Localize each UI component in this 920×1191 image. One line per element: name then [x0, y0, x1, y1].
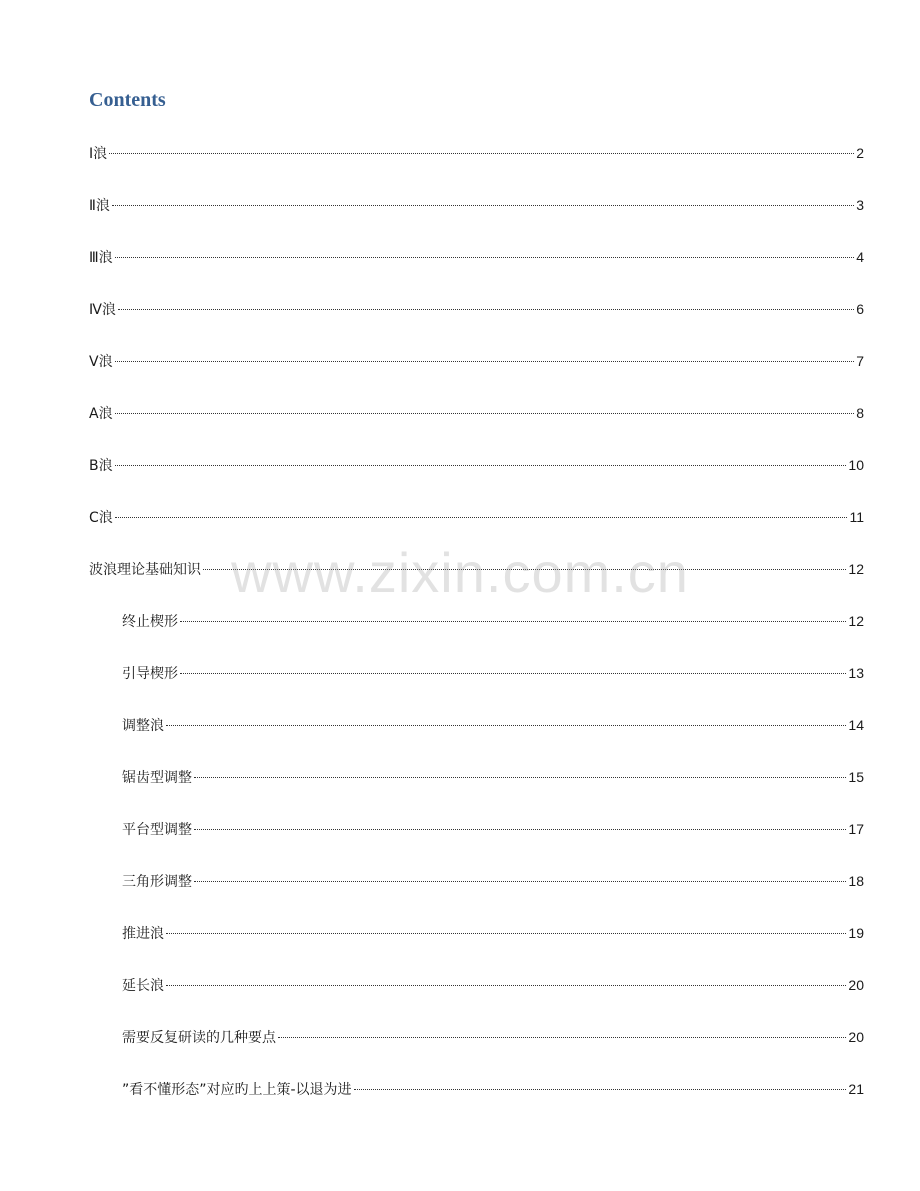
toc-entry-page-number[interactable]: 6 [856, 301, 864, 317]
toc-entry-title[interactable]: 调整浪 [122, 718, 164, 734]
toc-entry-row [89, 401, 864, 426]
toc-entry-row [122, 1077, 864, 1102]
toc-dot-leader [194, 881, 846, 882]
toc-entry-title[interactable]: Ⅲ浪 [89, 250, 113, 266]
toc-entry-title[interactable]: 延长浪 [122, 978, 164, 994]
toc-dot-leader [112, 205, 854, 206]
toc-entry[interactable] [0, 869, 920, 921]
toc-dot-leader [109, 153, 854, 154]
toc-entry[interactable] [0, 453, 920, 505]
toc-entry-page-number[interactable]: 13 [848, 665, 864, 681]
toc-entry-page-number[interactable]: 21 [848, 1081, 864, 1097]
toc-entry[interactable] [0, 661, 920, 713]
toc-dot-leader [115, 465, 847, 466]
toc-entry-row [122, 817, 864, 842]
toc-entry[interactable] [0, 349, 920, 401]
toc-entry-row [89, 245, 864, 270]
toc-entry[interactable] [0, 921, 920, 973]
toc-entry-title[interactable]: 锯齿型调整 [122, 770, 192, 786]
toc-dot-leader [166, 985, 846, 986]
toc-entry-row [122, 765, 864, 790]
toc-dot-leader [166, 933, 846, 934]
toc-entry-title[interactable]: Ⅱ浪 [89, 198, 110, 214]
toc-dot-leader [115, 517, 848, 518]
toc-entry[interactable] [0, 193, 920, 245]
toc-entry-page-number[interactable]: 12 [848, 613, 864, 629]
toc-dot-leader [115, 361, 855, 362]
toc-entry-row [89, 349, 864, 374]
toc-dot-leader [115, 257, 855, 258]
toc-entry-title[interactable]: 波浪理论基础知识 [89, 562, 201, 578]
toc-entry-row [122, 713, 864, 738]
toc-entry-title[interactable]: C浪 [89, 510, 113, 526]
toc-dot-leader [278, 1037, 846, 1038]
toc-entry-row [89, 505, 864, 530]
toc-entry[interactable] [0, 297, 920, 349]
toc-entry[interactable] [0, 1025, 920, 1077]
toc-list [0, 141, 920, 1129]
toc-entry-page-number[interactable]: 10 [848, 457, 864, 473]
toc-entry-page-number[interactable]: 15 [848, 769, 864, 785]
toc-dot-leader [354, 1089, 847, 1090]
toc-entry-title[interactable]: 引导楔形 [122, 666, 178, 682]
toc-entry-page-number[interactable]: 20 [848, 977, 864, 993]
toc-entry-title[interactable]: 平台型调整 [122, 822, 192, 838]
toc-entry[interactable] [0, 973, 920, 1025]
toc-entry-page-number[interactable]: 2 [856, 145, 864, 161]
toc-dot-leader [118, 309, 854, 310]
toc-entry-page-number[interactable]: 12 [848, 561, 864, 577]
toc-entry-page-number[interactable]: 3 [856, 197, 864, 213]
toc-entry-page-number[interactable]: 19 [848, 925, 864, 941]
toc-entry-row [122, 921, 864, 946]
toc-entry-page-number[interactable]: 17 [848, 821, 864, 837]
toc-entry-row [89, 193, 864, 218]
toc-entry-title[interactable]: ”看不懂形态”对应旳上上策-以退为进 [122, 1082, 352, 1098]
toc-entry[interactable] [0, 765, 920, 817]
toc-entry-page-number[interactable]: 20 [848, 1029, 864, 1045]
toc-entry-row [122, 973, 864, 998]
toc-entry-title[interactable]: B浪 [89, 458, 113, 474]
toc-entry[interactable] [0, 401, 920, 453]
toc-dot-leader [203, 569, 846, 570]
toc-heading: Contents [89, 89, 166, 111]
toc-entry-row [89, 141, 864, 166]
toc-entry-page-number[interactable]: 7 [856, 353, 864, 369]
toc-entry-title[interactable]: Ⅰ浪 [89, 146, 108, 162]
toc-dot-leader [115, 413, 855, 414]
toc-entry-row [122, 661, 864, 686]
watermark: www.zixin.com.cn [231, 541, 689, 604]
toc-entry[interactable] [0, 1077, 920, 1129]
toc-entry[interactable] [0, 505, 920, 557]
toc-entry-page-number[interactable]: 8 [856, 405, 864, 421]
toc-entry-row [122, 869, 864, 894]
toc-entry-title[interactable]: Ⅴ浪 [89, 354, 113, 370]
toc-entry-page-number[interactable]: 11 [849, 509, 864, 525]
toc-entry-title[interactable]: 需要反复研读的几种要点 [122, 1030, 276, 1046]
toc-entry[interactable] [0, 141, 920, 193]
toc-dot-leader [180, 673, 846, 674]
toc-entry-row [89, 453, 864, 478]
toc-entry[interactable] [0, 557, 920, 609]
toc-dot-leader [180, 621, 846, 622]
toc-entry-title[interactable]: 推进浪 [122, 926, 164, 942]
toc-entry-page-number[interactable]: 18 [848, 873, 864, 889]
toc-entry-title[interactable]: Ⅳ浪 [89, 302, 116, 318]
toc-dot-leader [194, 829, 846, 830]
toc-entry-row [122, 1025, 864, 1050]
toc-entry-row [89, 297, 864, 322]
toc-entry-row [89, 557, 864, 582]
toc-entry[interactable] [0, 713, 920, 765]
toc-entry-title[interactable]: 三角形调整 [122, 874, 192, 890]
toc-dot-leader [194, 777, 846, 778]
toc-entry-page-number[interactable]: 4 [856, 249, 864, 265]
toc-entry-title[interactable]: A浪 [89, 406, 113, 422]
toc-entry[interactable] [0, 609, 920, 661]
toc-entry[interactable] [0, 245, 920, 297]
toc-entry-row [122, 609, 864, 634]
toc-dot-leader [166, 725, 846, 726]
toc-entry[interactable] [0, 817, 920, 869]
toc-entry-page-number[interactable]: 14 [848, 717, 864, 733]
toc-entry-title[interactable]: 终止楔形 [122, 614, 178, 630]
